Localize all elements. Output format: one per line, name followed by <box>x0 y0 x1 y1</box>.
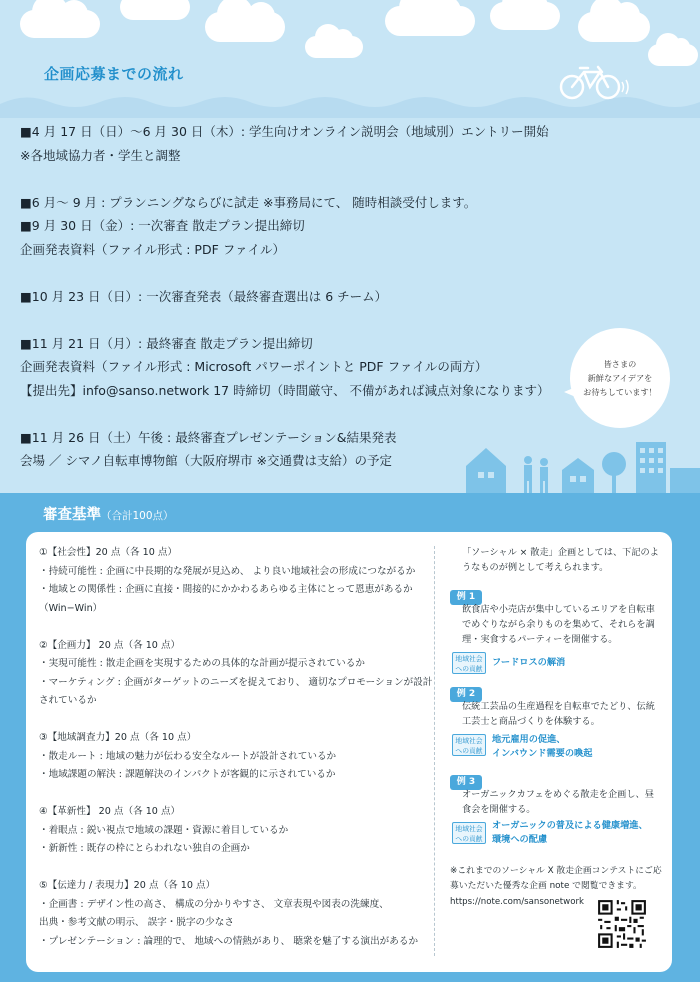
criteria-line: ・新新性 : 既存の枠にとらわれない独自の企画か <box>39 843 250 854</box>
schedule-line: ■9 月 30 日（金）: 一次審査 散走プラン提出締切 <box>20 218 305 233</box>
example-text: 飲食店や小売店が集中しているエリアを自転車でめぐりながら余りものを集めて、それらを調理・実食するパーティーを開催する。 <box>462 604 655 645</box>
schedule-line: ■11 月 21 日（月）: 最終審査 散走プラン提出締切 <box>20 335 313 351</box>
contribution-badge: 地域社会 への貢献 <box>452 822 486 844</box>
criteria-line: ・着眼点 : 鋭い視点で地域の課題・資源に着目しているか <box>39 824 289 836</box>
schedule-line: 会場 ／ シマノ自転車博物館（大阪府堺市 ※交通費は支給）の予定 <box>20 453 393 468</box>
schedule-line: 【提出先】info@sanso.network 17 時締切（時間厳守、 不備があれば減点対象になります） <box>20 382 550 398</box>
column-divider <box>434 546 435 956</box>
criteria-line: ・企画書 : デザイン性の高さ、 構成の分かりやすさ、 文章表現や図表の洗練度、 <box>39 898 389 910</box>
example-text: オーガニックカフェをめぐる散走を企画し、昼食会を開催する。 <box>462 789 654 815</box>
cloud-icon <box>385 6 475 36</box>
criteria-line: ②【企画力】 20 点（各 10 点） <box>39 639 181 651</box>
schedule-line: ■11 月 26 日（土）午後 : 最終審査プレゼンテーション&結果発表 <box>20 429 397 445</box>
cloud-icon <box>205 12 285 42</box>
criteria-title <box>43 503 174 524</box>
bubble-line: 新鮮なアイデアを <box>587 373 653 383</box>
archive-note: ※これまでのソーシャル X 散走企画コンテストにご応募いただいた優秀な企画 note で閲覧できます。 <box>450 866 662 891</box>
example-effect: 地元雇用の促進、 インバウンド需要の喚起 <box>492 734 593 759</box>
example-text: 伝統工芸品の生産過程を自転車でたどり、伝統工芸士と商品づくりを体験する。 <box>462 701 655 727</box>
criteria-line: ⑤【伝達力 / 表現力】20 点（各 10 点） <box>39 880 216 891</box>
town-silhouette-icon <box>466 438 700 494</box>
criteria-line: ・持続可能性 : 企画に中長期的な発展が見込め、 より良い地域社会の形成につながるか <box>39 565 416 577</box>
criteria-line: ・散走ルート : 地域の魅力が伝わる安全なルートが設計されているか <box>39 750 337 762</box>
criteria-line: ・実現可能性 : 散走企画を実現するための具体的な計画が提示されているか <box>39 658 365 669</box>
example-effect: オーガニックの普及による健康増進、 環境への配慮 <box>492 820 648 845</box>
contribution-badge: 地域社会 への貢献 <box>452 734 486 756</box>
bubble-line: お待ちしています！ <box>583 387 657 397</box>
example-tag: 例 2 <box>450 687 482 702</box>
cloud-icon <box>578 12 650 42</box>
criteria-line: 出典・参考文献の明示、 誤字・脱字の少なさ <box>39 917 234 928</box>
schedule-line: ■10 月 23 日（日）: 一次審査発表（最終審査選出は 6 チーム） <box>20 288 388 304</box>
schedule-line: ■6 月〜 9 月 : プランニングならびに試走 ※事務局にて、 随時相談受付します。 <box>20 194 477 210</box>
speech-bubble <box>570 328 670 428</box>
example-tag: 例 3 <box>450 775 482 790</box>
flow-section-title: 企画応募までの流れ <box>44 65 184 83</box>
cloud-icon <box>490 2 560 30</box>
schedule-line: 企画発表資料（ファイル形式 : PDF ファイル） <box>20 241 285 257</box>
criteria-line: ・地域課題の解決 : 課題解決のインパクトが客観的に示されているか <box>39 769 336 780</box>
criteria-line: ①【社会性】20 点（各 10 点） <box>39 547 178 558</box>
criteria-subtitle: （合計100点） <box>101 510 174 522</box>
contribution-badge: 地域社会 への貢献 <box>452 652 486 674</box>
example-effect: フードロスの解消 <box>492 657 566 668</box>
criteria-line: （Win−Win） <box>39 602 103 614</box>
example-tag: 例 1 <box>450 590 482 605</box>
qr-code-icon[interactable] <box>596 898 648 950</box>
cloud-icon <box>120 0 190 20</box>
criteria-line: ④【革新性】 20 点（各 10 点） <box>39 806 181 817</box>
criteria-list <box>39 544 434 951</box>
criteria-title-text: 審査基準 <box>43 507 101 523</box>
criteria-line: されているか <box>39 695 97 706</box>
schedule-line: ※各地域協力者・学生と調整 <box>20 147 181 163</box>
cloud-icon <box>305 36 363 58</box>
cloud-icon <box>648 44 698 66</box>
schedule-line: 企画発表資料（ファイル形式 : Microsoft パワーポイントと PDF ファイルの両方） <box>20 359 488 374</box>
bubble-line: 皆さまの <box>603 359 637 369</box>
note-link[interactable]: https://note.com/sansonetwork <box>450 897 584 907</box>
examples-intro: 「ソーシャル × 散走」企画としては、下記のようなものが例として考えられます。 <box>462 547 659 573</box>
cloud-icon <box>20 10 100 38</box>
schedule-line: ■4 月 17 日（日）〜6 月 30 日（木）: 学生向けオンライン説明会（地域別）エントリー開始 <box>20 124 549 139</box>
criteria-line: ・プレゼンテーション : 論理的で、 地域への情熱があり、 聴衆を魅了する演出があるか <box>39 935 419 947</box>
schedule-list <box>20 120 620 473</box>
bicycle-icon <box>558 62 630 102</box>
criteria-line: ・地域との関係性 : 企画に直接・間接的にかかわるあらゆる主体にとって恩恵があるか <box>39 584 413 595</box>
criteria-line: ③【地域調査力】20 点（各 10 点） <box>39 732 197 743</box>
criteria-line: ・マーケティング : 企画がターゲットのニーズを捉えており、 適切なプロモーションが設計 <box>39 676 433 688</box>
